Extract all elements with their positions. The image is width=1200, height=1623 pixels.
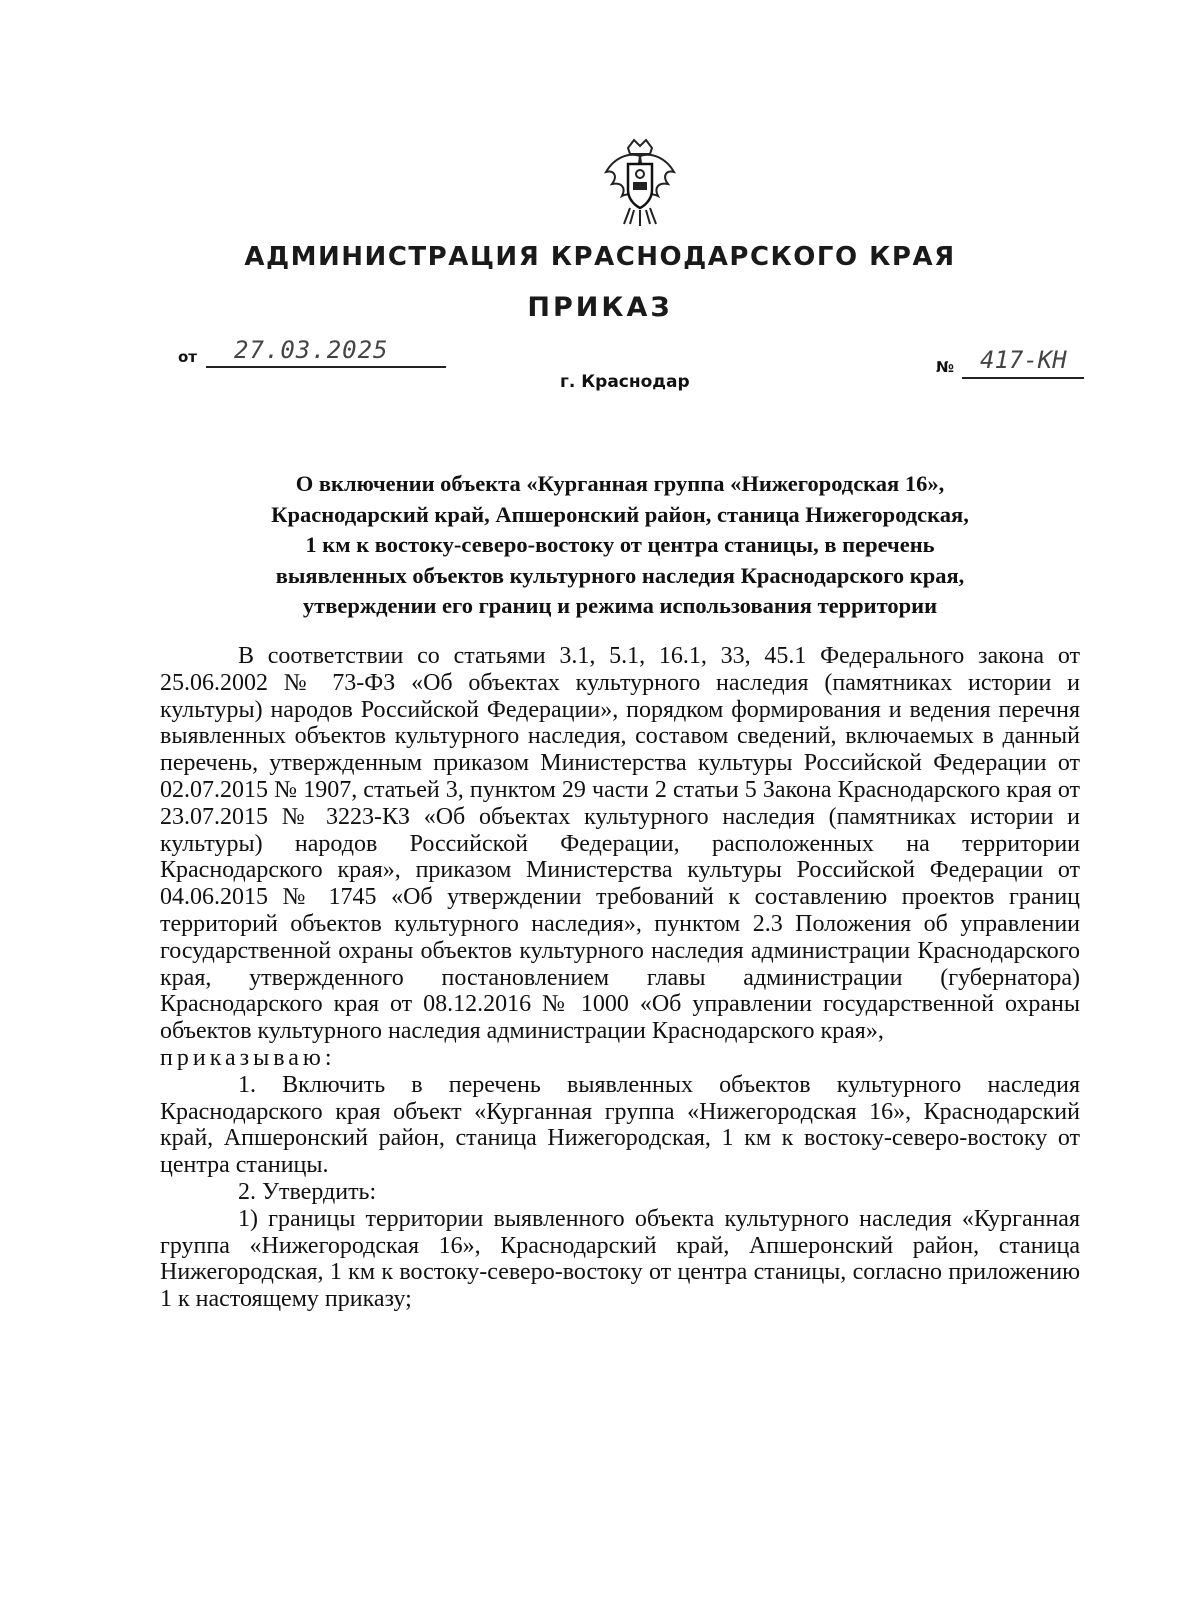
title-line: Краснодарский край, Апшеронский район, станица Нижегородская, <box>271 501 969 527</box>
number-value: 417-КН <box>980 346 1067 374</box>
order-word: приказываю: <box>160 1044 336 1071</box>
document-body <box>160 643 1080 1313</box>
title-line: выявленных объектов культурного наследия Краснодарского края, <box>275 562 965 588</box>
number-label: № <box>936 358 955 376</box>
item-2-1: 1) границы территории выявленного объекта культурного наследия «Курганная группа «Нижегородская 16», Краснодарский край, Апшеронский район, станица Нижегородская, 1 км к востоку-северо-востоку от центра станицы, согласно приложению 1 к настоящему приказу; <box>160 1205 1080 1313</box>
number-underline <box>962 377 1084 379</box>
title-line: утверждении его границ и режима использования территории <box>302 593 938 618</box>
organization-name: АДМИНИСТРАЦИЯ КРАСНОДАРСКОГО КРАЯ <box>244 242 956 272</box>
title-line: О включении объекта «Курганная группа «Нижегородская 16», <box>295 471 945 496</box>
document-type: ПРИКАЗ <box>527 292 673 323</box>
date-underline <box>206 366 446 368</box>
title-line: 1 км к востоку-северо-востоку от центра станицы, в перечень <box>305 532 935 557</box>
date-label: от <box>178 348 197 366</box>
date-value: 27.03.2025 <box>234 336 389 364</box>
preamble-paragraph: В соответствии со статьями 3.1, 5.1, 16.1, 33, 45.1 Федерального закона от 25.06.2002 № 73-ФЗ «Об объектах культурного наследия (памятниках истории и культуры) народов Российской Федерации», порядком формирования и ведения перечня выявленных объектов культурного наследия, составом сведений, включаемых в данный перечень, утвержденным приказом Министерства культуры Российской Федерации от 02.07.2015 № 1907, статьей 3, пунктом 29 части 2 статьи 5 Закона Краснодарского края от 23.07.2015 № 3223-КЗ «Об объектах культурного наследия (памятниках истории и культуры) народов Российской Федерации, расположенных на территории Краснодарского края», приказом Министерства культуры Российской Федерации от 04.06.2015 № 1745 «Об утверждении требований к составлению проектов границ территорий объектов культурного наследия», пунктом 2.3 Положения об управлении государственной охраны объектов культурного наследия администрации Краснодарского края, утвержденного постановлением главы администрации (губернатора) Краснодарского края от 08.12.2016 № 1000 «Об управлении государственной охраны объектов культурного наследия администрации Краснодарского края», <box>160 643 1080 1045</box>
item-1: 1. Включить в перечень выявленных объектов культурного наследия Краснодарского края объект «Курганная группа «Нижегородская 16», Краснодарский край, Апшеронский район, станица Нижегородская, 1 км к востоку-северо-востоку от центра станицы. <box>160 1071 1080 1179</box>
item-2: 2. Утвердить: <box>238 1178 377 1205</box>
city: г. Краснодар <box>560 372 690 392</box>
coat-of-arms-icon <box>600 138 680 228</box>
document-title <box>150 469 1090 622</box>
